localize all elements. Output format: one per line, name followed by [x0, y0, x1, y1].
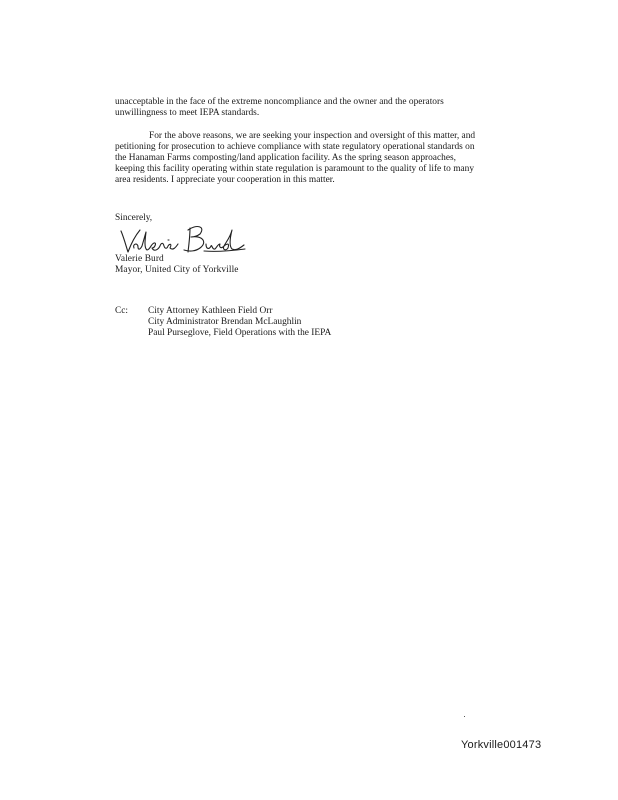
continuation-line: unacceptable in the face of the extreme noncompliance and the owner and the operators [115, 97, 444, 107]
cc-recipient: City Administrator Brendan McLaughlin [148, 317, 302, 327]
cc-label: Cc: [115, 306, 129, 316]
continuation-paragraph [115, 97, 555, 119]
handwritten-signature [118, 222, 248, 258]
scan-speck [464, 716, 465, 717]
bates-number: Yorkville001473 [461, 739, 542, 751]
closing-line: petitioning for prosecution to achieve compliance with state regulatory operational standards on [115, 142, 475, 152]
closing-line: the Hanaman Farms composting/land application facility. As the spring season approaches, [115, 153, 456, 163]
closing-line: For the above reasons, we are seeking your inspection and oversight of this matter, and [149, 131, 476, 141]
closing-line: keeping this facility operating within state regulation is paramount to the quality of life to many [115, 164, 475, 174]
closing-line: area residents. I appreciate your cooperation in this matter. [115, 175, 335, 185]
cc-recipient: City Attorney Kathleen Field Orr [148, 306, 273, 316]
cc-list [148, 306, 331, 339]
cc-recipient: Paul Purseglove, Field Operations with the IEPA [148, 328, 332, 338]
continuation-line: unwillingness to meet IEPA standards. [115, 108, 260, 118]
signer-name: Valerie Burd [115, 254, 164, 264]
signer-title: Mayor, United City of Yorkville [115, 265, 239, 275]
valediction: Sincerely, [115, 213, 153, 223]
closing-paragraph [115, 131, 555, 186]
